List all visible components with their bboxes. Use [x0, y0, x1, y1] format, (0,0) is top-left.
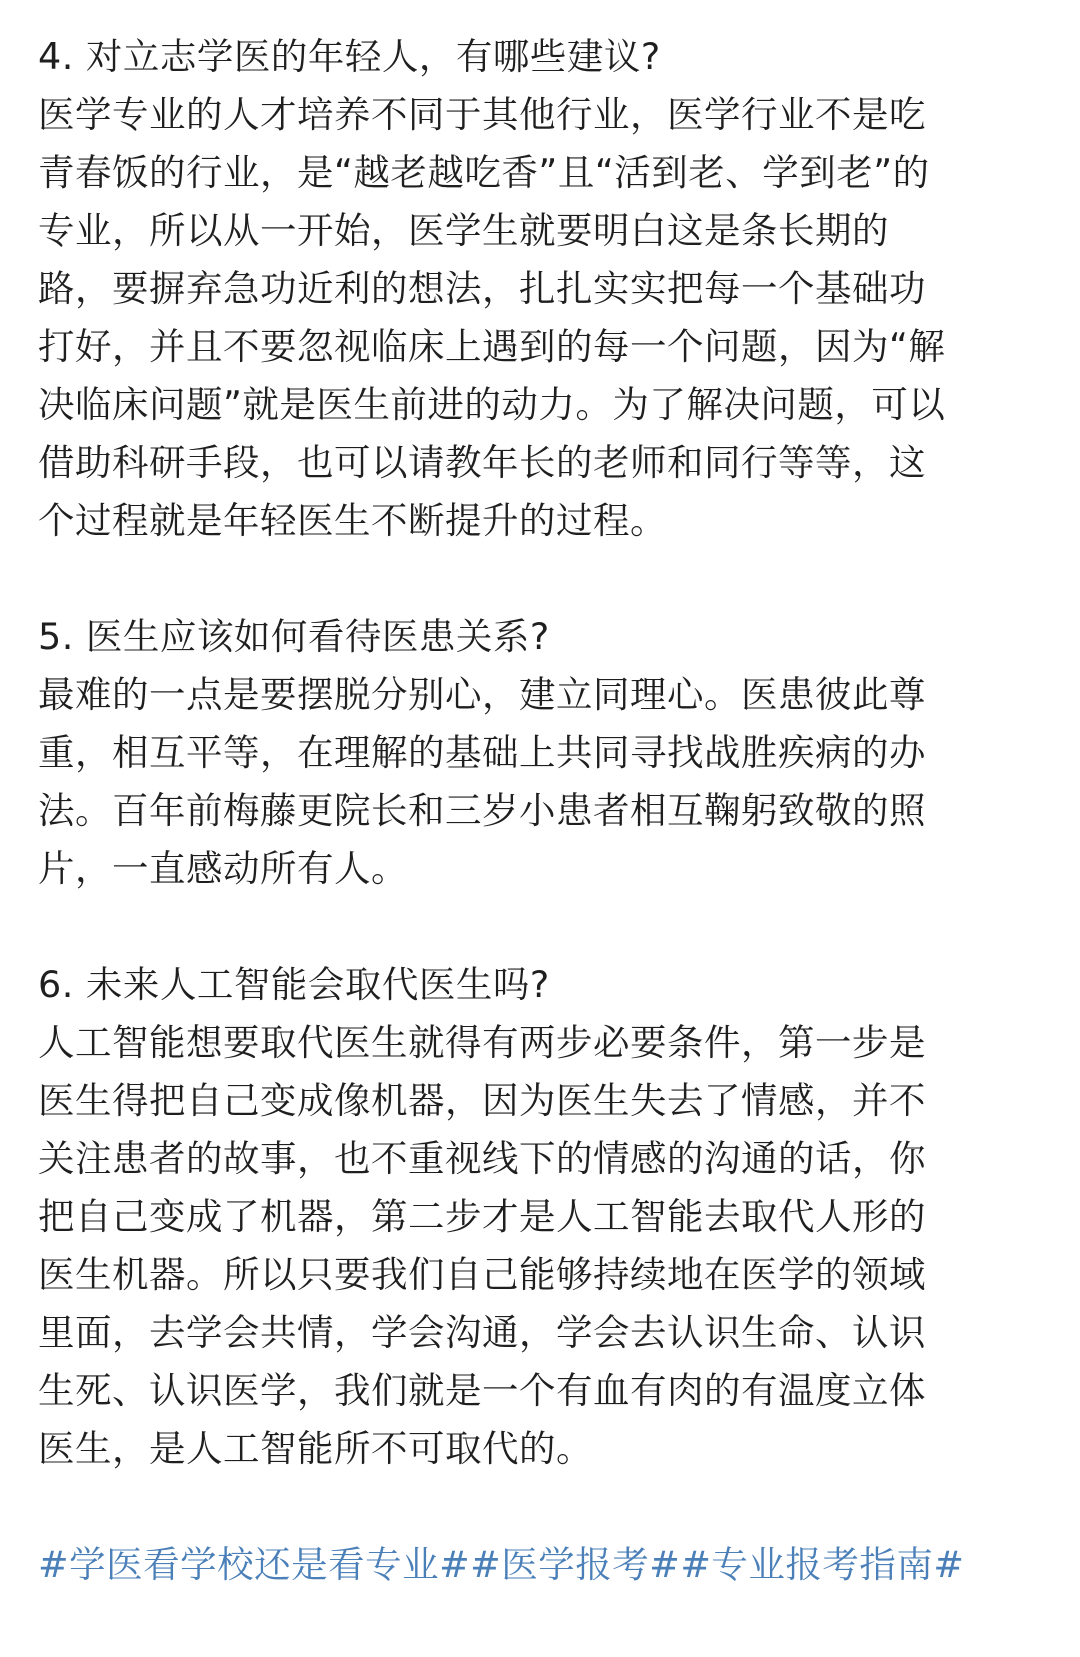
paragraph-line: 重，相互平等，在理解的基础上共同寻找战胜疾病的办 [38, 731, 926, 774]
paragraph-line: 个过程就是年轻医生不断提升的过程。 [38, 499, 667, 542]
paragraph-line: 医学专业的人才培养不同于其他行业，医学行业不是吃 [38, 93, 926, 136]
paragraph-line: 路，要摒弃急功近利的想法，扎扎实实把每一个基础功 [38, 267, 926, 310]
paragraph-line: 人工智能想要取代医生就得有两步必要条件，第一步是 [38, 1021, 926, 1064]
paragraph-line: 医生得把自己变成像机器，因为医生失去了情感，并不 [38, 1079, 926, 1122]
paragraph-line: 关注患者的故事，也不重视线下的情感的沟通的话，你 [38, 1137, 926, 1180]
paragraph-line: 把自己变成了机器，第二步才是人工智能去取代人形的 [38, 1195, 926, 1238]
question-heading: 4. 对立志学医的年轻人，有哪些建议? [38, 35, 661, 78]
paragraph-line: 青春饭的行业，是“越老越吃香”且“活到老、学到老”的 [38, 151, 930, 194]
hashtag-link-major-guide[interactable]: #专业报考指南# [680, 1543, 965, 1586]
question-heading: 6. 未来人工智能会取代医生吗? [38, 963, 550, 1006]
paragraph-line: 生死、认识医学，我们就是一个有血有肉的有温度立体 [38, 1369, 926, 1412]
question-heading: 5. 医生应该如何看待医患关系? [38, 615, 550, 658]
section-q6 [38, 956, 1060, 1478]
hashtag-link-study-medicine[interactable]: #学医看学校还是看专业# [38, 1543, 471, 1586]
section-q4 [38, 28, 1060, 550]
paragraph-line: 医生，是人工智能所不可取代的。 [38, 1427, 593, 1470]
paragraph-line: 里面，去学会共情，学会沟通，学会去认识生命、认识 [38, 1311, 926, 1354]
paragraph-line: 借助科研手段，也可以请教年长的老师和同行等等，这 [38, 441, 926, 484]
paragraph-line: 最难的一点是要摆脱分别心，建立同理心。医患彼此尊 [38, 673, 926, 716]
hashtag-row [38, 1536, 1060, 1594]
article-body [38, 28, 1060, 1594]
section-q5 [38, 608, 1060, 898]
hashtag-link-medical-admission[interactable]: #医学报考# [470, 1543, 681, 1586]
paragraph-line: 法。百年前梅藤更院长和三岁小患者相互鞠躬致敬的照 [38, 789, 926, 832]
paragraph-line: 专业，所以从一开始，医学生就要明白这是条长期的 [38, 209, 889, 252]
paragraph-line: 决临床问题”就是医生前进的动力。为了解决问题，可以 [38, 383, 946, 426]
paragraph-line: 医生机器。所以只要我们自己能够持续地在医学的领域 [38, 1253, 926, 1296]
paragraph-line: 片，一直感动所有人。 [38, 847, 408, 890]
paragraph-line: 打好，并且不要忽视临床上遇到的每一个问题，因为“解 [38, 325, 946, 368]
